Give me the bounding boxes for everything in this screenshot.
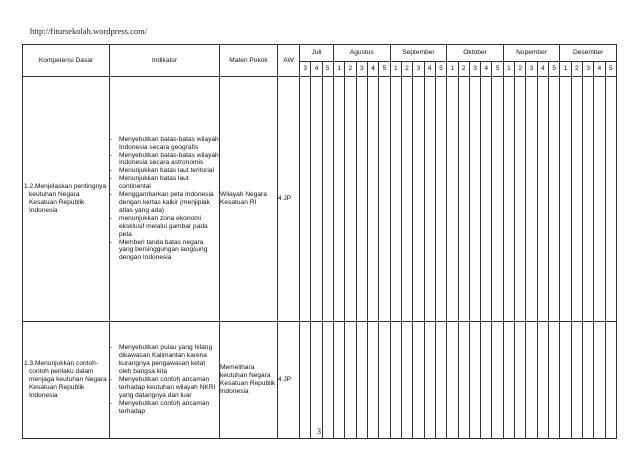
week-cell — [367, 322, 378, 439]
week-cell — [582, 77, 593, 322]
week-header: 2 — [571, 62, 582, 77]
week-header: 1 — [503, 62, 514, 77]
week-cell — [458, 322, 469, 439]
week-header: 3 — [413, 62, 424, 77]
indikator-item: - Menunjukkan batas laut teritorial — [110, 167, 219, 175]
week-cell — [549, 77, 560, 322]
week-cell — [413, 77, 424, 322]
week-cell — [435, 322, 446, 439]
week-header: 4 — [367, 62, 378, 77]
week-cell — [458, 77, 469, 322]
header-aw: AW — [278, 45, 300, 77]
month-header: Oktober — [447, 45, 504, 62]
indikator-list — [110, 344, 219, 415]
week-header: 1 — [447, 62, 458, 77]
week-cell — [537, 322, 548, 439]
week-cell — [413, 322, 424, 439]
week-cell — [560, 322, 571, 439]
week-cell — [469, 322, 480, 439]
week-cell — [594, 77, 605, 322]
week-header: 5 — [322, 62, 333, 77]
kompetensi-cell — [23, 322, 110, 439]
week-header: 4 — [537, 62, 548, 77]
week-cell — [503, 322, 514, 439]
week-cell — [492, 77, 503, 322]
kompetensi-cell — [23, 77, 110, 322]
week-header: 5 — [492, 62, 503, 77]
week-cell — [469, 77, 480, 322]
materi-cell: Memelihara keutuhan Negara Kesatuan Republik Indonesia — [220, 322, 278, 439]
week-cell — [515, 322, 526, 439]
week-header: 2 — [515, 62, 526, 77]
week-header: 4 — [311, 62, 322, 77]
week-cell — [401, 77, 412, 322]
week-header: 3 — [300, 62, 311, 77]
week-cell — [333, 77, 344, 322]
week-cell — [560, 77, 571, 322]
month-header: September — [390, 45, 447, 62]
week-cell — [333, 322, 344, 439]
page-number: 3 — [317, 427, 321, 436]
aw-cell: 4 JP — [278, 322, 300, 439]
indikator-item: - Menyebutkan batas-batas wilayah Indonesia secara astronomis — [110, 152, 219, 168]
week-header: 2 — [458, 62, 469, 77]
month-header: Agustus — [333, 45, 390, 62]
week-cell — [379, 322, 390, 439]
header-materi-pokok: Materi Pokok — [220, 45, 278, 77]
week-cell — [605, 77, 616, 322]
week-header: 3 — [582, 62, 593, 77]
indikator-item: - Memberi tanda batas negara yang bersinggungan langsung dengan Indonesia — [110, 239, 219, 263]
indikator-item: - Menyebutkan pulau yang hilang dikawasan Kalimantan karena kurangnya pengawasan ketat oleh bangsa kita — [110, 344, 219, 376]
week-cell — [447, 322, 458, 439]
week-cell — [367, 77, 378, 322]
week-header: 3 — [356, 62, 367, 77]
indikator-cell — [110, 77, 220, 322]
week-cell — [503, 77, 514, 322]
source-url: http://fitursekolah.wordpress.com/ — [30, 26, 148, 36]
header-kompetensi-dasar: Kompetensi Dasar — [23, 45, 110, 77]
table-row — [23, 322, 617, 439]
week-header: 4 — [594, 62, 605, 77]
week-cell — [390, 77, 401, 322]
week-cell — [526, 322, 537, 439]
week-cell — [549, 322, 560, 439]
week-cell — [537, 77, 548, 322]
indikator-item: - Menggambarkan peta Indonesia dengan kertas kalkir (menjiplak atlas yang ada) — [110, 191, 219, 215]
week-cell — [571, 77, 582, 322]
week-header: 3 — [469, 62, 480, 77]
kompetensi-text: 1.3.Menunjukkan contoh-contoh perilaku dalam menjaga keutuhan Negara Kesatuan Republik Indonesia — [24, 360, 107, 399]
table-header — [23, 45, 617, 77]
indikator-item: - Menyebutkan contoh ancaman terhadap keutuhan wilayah NKRI yang datangnya dari luar — [110, 376, 219, 400]
week-cell — [345, 77, 356, 322]
week-cell — [322, 322, 333, 439]
week-cell — [435, 77, 446, 322]
indikator-item: - menunjukkan zona ekonomi eksklusif melalui gambar pada peta — [110, 215, 219, 239]
month-header: Nopember — [503, 45, 560, 62]
week-cell — [526, 77, 537, 322]
week-cell — [356, 322, 367, 439]
week-header: 1 — [333, 62, 344, 77]
week-header: 5 — [605, 62, 616, 77]
week-cell — [594, 322, 605, 439]
week-header: 5 — [379, 62, 390, 77]
indikator-cell — [110, 322, 220, 439]
week-cell — [481, 77, 492, 322]
week-cell — [390, 322, 401, 439]
table-row — [23, 77, 617, 322]
week-cell — [300, 322, 311, 439]
indikator-list — [110, 136, 219, 263]
month-header: Juli — [300, 45, 334, 62]
week-header: 1 — [560, 62, 571, 77]
week-cell — [424, 322, 435, 439]
schedule-table — [22, 44, 617, 439]
week-header: 2 — [401, 62, 412, 77]
week-cell — [424, 77, 435, 322]
week-cell — [345, 322, 356, 439]
week-header: 4 — [424, 62, 435, 77]
kompetensi-text: 1.2.Menjelaskan pentingnya keutuhan Negara Kesatuan Republik Indonesia — [24, 183, 107, 214]
indikator-item: - Menyebutkan batas-batas wilayah Indonesia secara geografis — [110, 136, 219, 152]
materi-cell: Wilayah Negara Kesatuan RI — [220, 77, 278, 322]
aw-cell: 4 JP — [278, 77, 300, 322]
week-header: 5 — [435, 62, 446, 77]
week-header: 5 — [549, 62, 560, 77]
indikator-item: - Menyebutkan contoh ancaman terhadap — [110, 400, 219, 416]
month-header: Desember — [560, 45, 617, 62]
week-cell — [492, 322, 503, 439]
week-cell — [447, 77, 458, 322]
week-cell — [571, 322, 582, 439]
week-cell — [311, 322, 322, 439]
week-cell — [311, 77, 322, 322]
week-cell — [605, 322, 616, 439]
indikator-item: - Menunjukkan batas laut continental — [110, 175, 219, 191]
week-cell — [481, 322, 492, 439]
week-header: 4 — [481, 62, 492, 77]
week-cell — [322, 77, 333, 322]
week-header: 1 — [390, 62, 401, 77]
week-cell — [379, 77, 390, 322]
week-cell — [582, 322, 593, 439]
week-header: 2 — [345, 62, 356, 77]
week-header: 3 — [526, 62, 537, 77]
week-cell — [515, 77, 526, 322]
week-cell — [401, 322, 412, 439]
week-cell — [300, 77, 311, 322]
header-indikator: Indikator — [110, 45, 220, 77]
week-cell — [356, 77, 367, 322]
